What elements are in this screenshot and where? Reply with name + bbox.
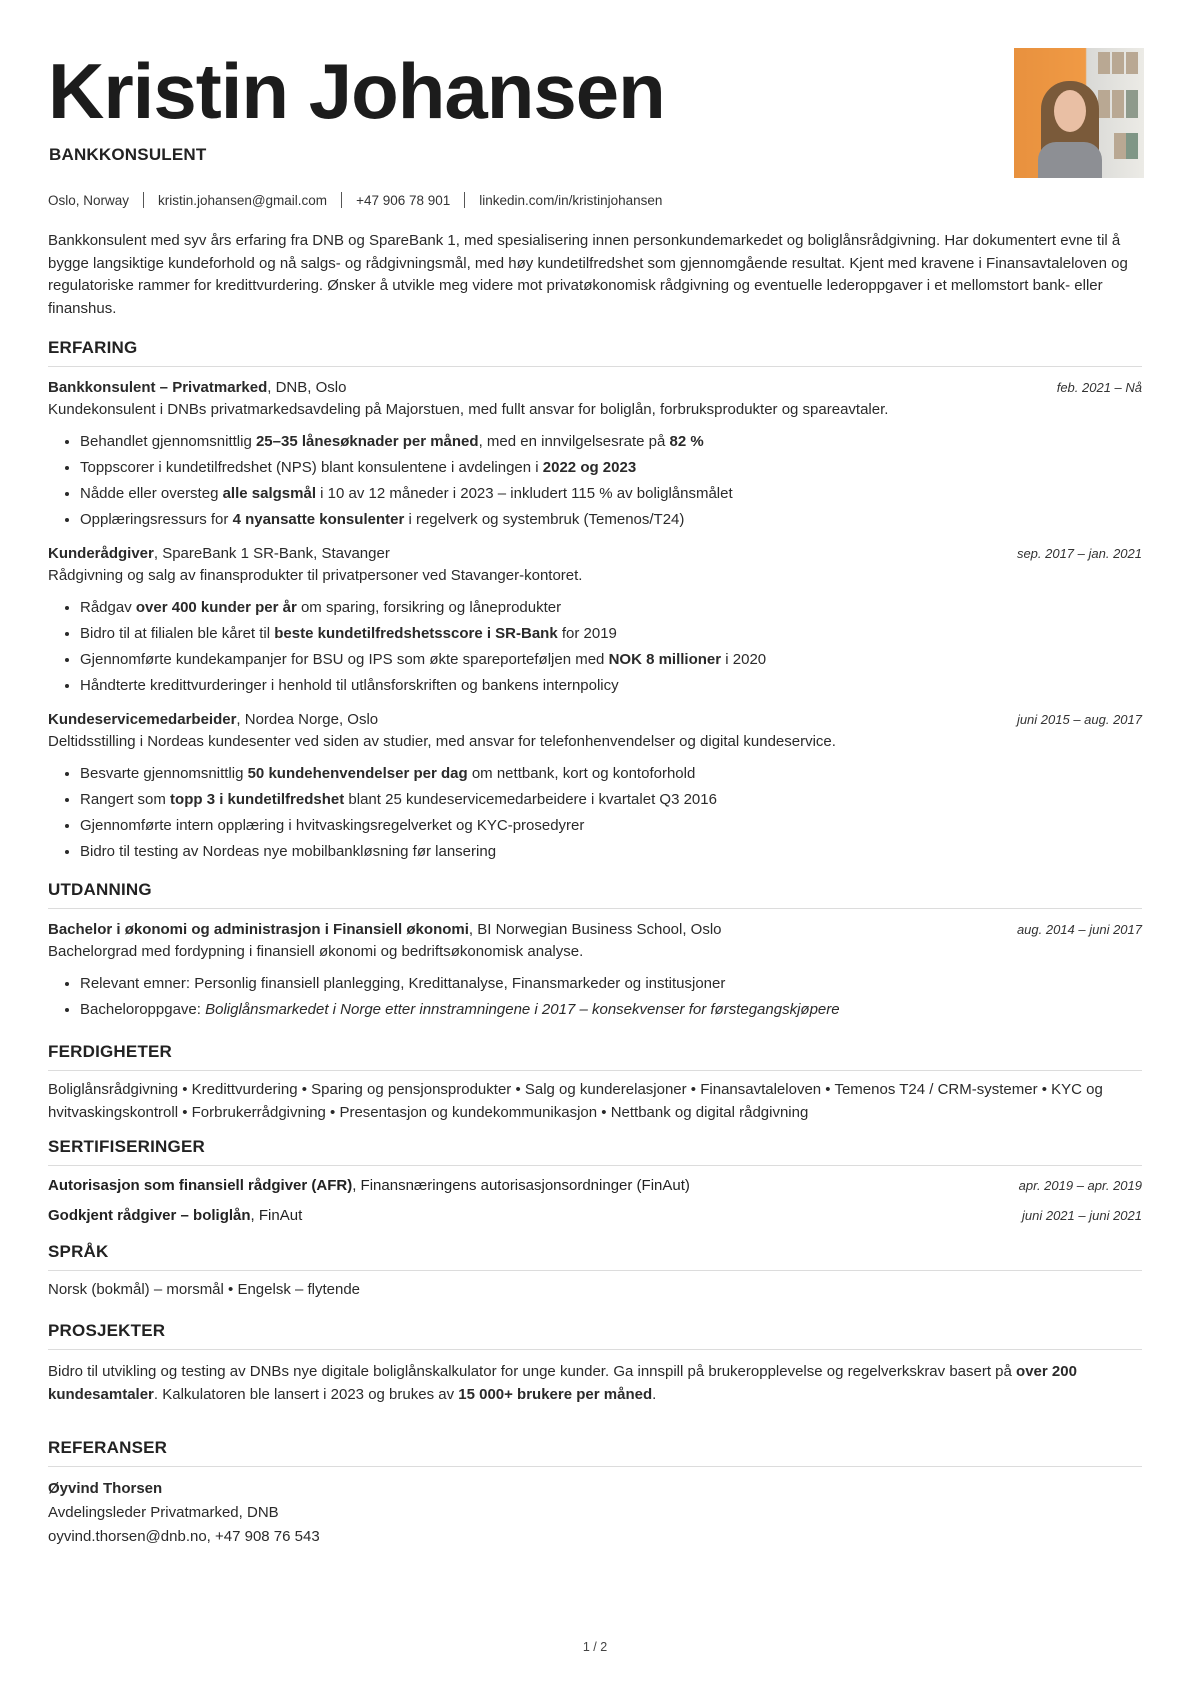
list-item: • Håndterte kredittvurderinger i henhold til utlånsforskriften og bankens internpolicy: [80, 673, 1142, 699]
certification-issuer: , Finansnæringens autorisasjonsordninger (FinAut): [352, 1177, 690, 1194]
job-entry: [48, 709, 1142, 865]
education-list: [48, 971, 1142, 1023]
job-org: , Nordea Norge, Oslo: [236, 711, 379, 728]
list-item: • Bidro til at filialen ble kåret til beste kundetilfredshetsscore i SR-Bank for 2019: [80, 621, 1142, 647]
candidate-title: BANKKONSULENT: [49, 145, 207, 164]
list-item: • Rådgav over 400 kunder per år om sparing, forsikring og låneprodukter: [80, 595, 1142, 621]
degree-name: Bachelor i økonomi og administrasjon i Finansiell økonomi: [48, 921, 469, 938]
list-item: • Bacheloroppgave: Boliglånsmarkedet i Norge etter innstramningene i 2017 – konsekvenser for førstegangskjøpere: [80, 997, 1142, 1023]
section-heading: UTDANNING: [48, 880, 1142, 909]
education-entry: [48, 919, 1142, 1023]
divider: [464, 192, 465, 208]
section-heading: REFERANSER: [48, 1438, 1142, 1467]
contact-phone[interactable]: +47 906 78 901: [356, 192, 451, 208]
achievement-list: [48, 429, 1142, 533]
list-item: • Nådde eller oversteg alle salgsmål i 10 av 12 måneder i 2023 – inkludert 115 % av boliglånsmålet: [80, 481, 1142, 507]
contact-location: Oslo, Norway: [48, 192, 130, 208]
school-name: , BI Norwegian Business School, Oslo: [468, 921, 722, 938]
certification-name: Autorisasjon som finansiell rådgiver (AFR): [48, 1177, 353, 1194]
list-item: • Besvarte gjennomsnittlig 50 kundehenvendelser per dag om nettbank, kort og kontoforhold: [80, 761, 1142, 787]
job-role: Kunderådgiver: [48, 545, 154, 562]
contact-email[interactable]: kristin.johansen@gmail.com: [158, 192, 328, 208]
divider: [143, 192, 144, 208]
certification-entry: [48, 1171, 1142, 1201]
achievement-list: [48, 595, 1142, 699]
section-languages: [48, 1242, 1142, 1302]
reference-position: Avdelingsleder Privatmarked, DNB: [48, 1504, 279, 1521]
list-item: • Gjennomførte kundekampanjer for BSU og IPS som økte spareporteføljen med NOK 8 millioner i 2020: [80, 647, 1142, 673]
job-org: , DNB, Oslo: [267, 379, 347, 396]
summary-paragraph: Bankkonsulent med syv års erfaring fra DNB og SpareBank 1, med spesialisering innen personkundemarkedet og boliglånsrådgivning. Har dokumentert evne til å bygge langsiktige kundeforhold og nå salgs- og rådgivningsmål, med høy kundetilfredshet som gjennomgående resultat. Kjent med kravene i Finansavtaleloven og regulatoriske rammer for kredittvurdering. Ønsker å utvikle meg videre mot privatøkonomisk rådgivning og eventuelle lederoppgaver i et mellomstort bank- eller finanshus.: [48, 232, 1128, 317]
certification-date: juni 2021 – juni 2021: [1022, 1208, 1142, 1223]
contact-line: [48, 192, 662, 208]
achievement-list: [48, 761, 1142, 865]
divider: [341, 192, 342, 208]
job-entry: [48, 543, 1142, 699]
job-date: juni 2015 – aug. 2017: [1016, 712, 1142, 727]
section-heading: SERTIFISERINGER: [48, 1137, 1142, 1166]
education-description: Bachelorgrad med fordypning i finansiell økonomi og bedriftsøkonomisk analyse.: [48, 943, 584, 960]
section-heading: ERFARING: [48, 338, 1142, 367]
list-item: • Rangert som topp 3 i kundetilfredshet blant 25 kundeservicemedarbeidere i kvartalet Q3 2016: [80, 787, 1142, 813]
section-projects: [48, 1321, 1142, 1406]
reference-entry: [48, 1477, 1142, 1549]
project-description: Bidro til utvikling og testing av DNBs nye digitale boliglånskalkulator for unge kunder. Ga innspill på brukeropplevelse og regelverkskrav basert på over 200 kundesamtaler. Kalkulatoren ble lansert i 2023 og brukes av 15 000+ brukere per måned.: [48, 1363, 1077, 1403]
list-item: • Behandlet gjennomsnittlig 25–35 lånesøknader per måned, med en innvilgelsesrate på 82 %: [80, 429, 1142, 455]
certification-entry: [48, 1201, 1142, 1231]
section-experience: [48, 338, 1142, 865]
list-item: • Gjennomførte intern opplæring i hvitvaskingsregelverket og KYC-prosedyrer: [80, 813, 1142, 839]
section-heading: PROSJEKTER: [48, 1321, 1142, 1350]
job-date: feb. 2021 – Nå: [1056, 380, 1142, 395]
certification-issuer: , FinAut: [250, 1207, 303, 1224]
job-entry: [48, 377, 1142, 533]
list-item: • Bidro til testing av Nordeas nye mobilbankløsning før lansering: [80, 839, 1142, 865]
contact-linkedin[interactable]: linkedin.com/in/kristinjohansen: [479, 192, 663, 208]
section-skills: [48, 1042, 1142, 1124]
education-date: aug. 2014 – juni 2017: [1016, 922, 1142, 937]
job-role: Kundeservicemedarbeider: [48, 711, 237, 728]
section-education: [48, 880, 1142, 1023]
languages-list: Norsk (bokmål) – morsmål • Engelsk – flytende: [48, 1281, 361, 1298]
job-description: Rådgivning og salg av finansprodukter til privatpersoner ved Stavanger-kontoret.: [48, 567, 583, 584]
list-item: • Relevant emner: Personlig finansiell planlegging, Kredittanalyse, Finansmarkeder og institusjoner: [80, 971, 1142, 997]
job-description: Deltidsstilling i Nordeas kundesenter ved siden av studier, med ansvar for telefonhenvendelser og digital kundeservice.: [48, 733, 836, 750]
list-item: • Toppscorer i kundetilfredshet (NPS) blant konsulentene i avdelingen i 2022 og 2023: [80, 455, 1142, 481]
job-description: Kundekonsulent i DNBs privatmarkedsavdeling på Majorstuen, med fullt ansvar for boliglån, forbruksprodukter og spareavtaler.: [48, 401, 889, 418]
list-item: • Opplæringsressurs for 4 nyansatte konsulenter i regelverk og systembruk (Temenos/T24): [80, 507, 1142, 533]
job-date: sep. 2017 – jan. 2021: [1016, 546, 1142, 561]
section-heading: SPRÅK: [48, 1242, 1142, 1271]
job-org: , SpareBank 1 SR-Bank, Stavanger: [153, 545, 390, 562]
skills-list: Boliglånsrådgivning • Kredittvurdering • Sparing og pensjonsprodukter • Salg og kunderelasjoner • Finansavtaleloven • Temenos T24 / CRM-systemer • KYC og hvitvaskingskontroll • Forbrukerrådgivning • Presentasjon og kundekommunikasjon • Nettbank og digital rådgivning: [48, 1081, 1103, 1121]
job-role: Bankkonsulent – Privatmarked: [48, 379, 268, 396]
page-number: 1 / 2: [582, 1640, 608, 1654]
section-references: [48, 1438, 1142, 1549]
profile-photo: [1014, 48, 1144, 178]
reference-contact: oyvind.thorsen@dnb.no, +47 908 76 543: [48, 1528, 320, 1545]
reference-name: Øyvind Thorsen: [48, 1480, 163, 1497]
section-certifications: [48, 1137, 1142, 1231]
certification-name: Godkjent rådgiver – boliglån: [48, 1207, 251, 1224]
candidate-name: Kristin Johansen: [48, 47, 665, 135]
certification-date: apr. 2019 – apr. 2019: [1018, 1178, 1142, 1193]
section-heading: FERDIGHETER: [48, 1042, 1142, 1071]
